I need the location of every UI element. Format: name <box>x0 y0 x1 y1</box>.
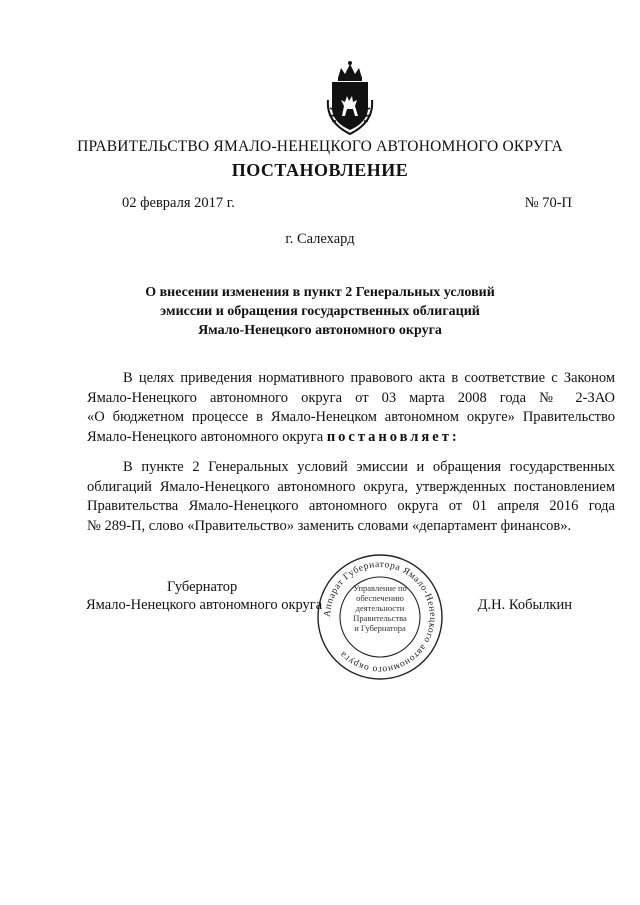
document-city: г. Салехард <box>285 231 355 247</box>
stamp-line: и Губернатора <box>354 623 406 633</box>
stamp-line: Управление по <box>353 583 407 593</box>
resolves-word: постановляет: <box>326 428 460 445</box>
paragraph-line: В целях приведения нормативного правового акта в соответствие с Законом <box>123 370 615 386</box>
document-date: 02 февраля 2017 г. <box>122 195 235 211</box>
resolution-paragraph <box>87 458 615 536</box>
document-type: ПОСТАНОВЛЕНИЕ <box>231 160 409 180</box>
paragraph-line: облигаций Ямало-Ненецкого автономного округа, утвержденных постановлением <box>87 478 615 495</box>
stamp-inner-text <box>345 583 415 633</box>
subject-line: эмиссии и обращения государственных облигаций <box>160 304 480 319</box>
signer-region: Ямало-Ненецкого автономного округа <box>86 597 323 613</box>
subject-line: Ямало-Ненецкого автономного округа <box>198 323 442 338</box>
stamp-line: деятельности <box>355 603 405 613</box>
signer-title: Губернатор <box>167 579 238 595</box>
subject-line: О внесении изменения в пункт 2 Генеральных условий <box>145 285 495 300</box>
stamp-ring-text: Аппарат Губернатора Ямало-Ненецкого автономного округа <box>322 559 438 675</box>
paragraph-line: В пункте 2 Генеральных условий эмиссии и обращения государственных <box>123 459 615 475</box>
paragraph-line <box>87 428 615 448</box>
stamp-line: обеспечению <box>356 593 404 603</box>
paragraph-text: Ямало-Ненецкого автономного округа <box>87 428 327 445</box>
paragraph-line: Правительства Ямало-Ненецкого автономного округа от 01 апреля 2016 года <box>87 498 615 514</box>
paragraph-line: «О бюджетном процессе в Ямало-Ненецком автономном округе» Правительство <box>87 409 615 425</box>
document-number: № 70-П <box>524 195 572 211</box>
paragraph-line: Ямало-Ненецкого автономного округа от 03 марта 2008 года № 2-ЗАО <box>87 389 615 406</box>
signer-name: Д.Н. Кобылкин <box>477 597 572 613</box>
government-name: ПРАВИТЕЛЬСТВО ЯМАЛО-НЕНЕЦКОГО АВТОНОМНОГО ОКРУГА <box>77 138 563 155</box>
stamp-line: Правительства <box>353 613 407 623</box>
coat-of-arms-icon <box>322 60 378 136</box>
paragraph-line: № 289-П, слово «Правительство» заменить словами «департамент финансов». <box>87 517 572 534</box>
document-subject <box>0 283 640 340</box>
preamble-paragraph <box>87 369 615 447</box>
